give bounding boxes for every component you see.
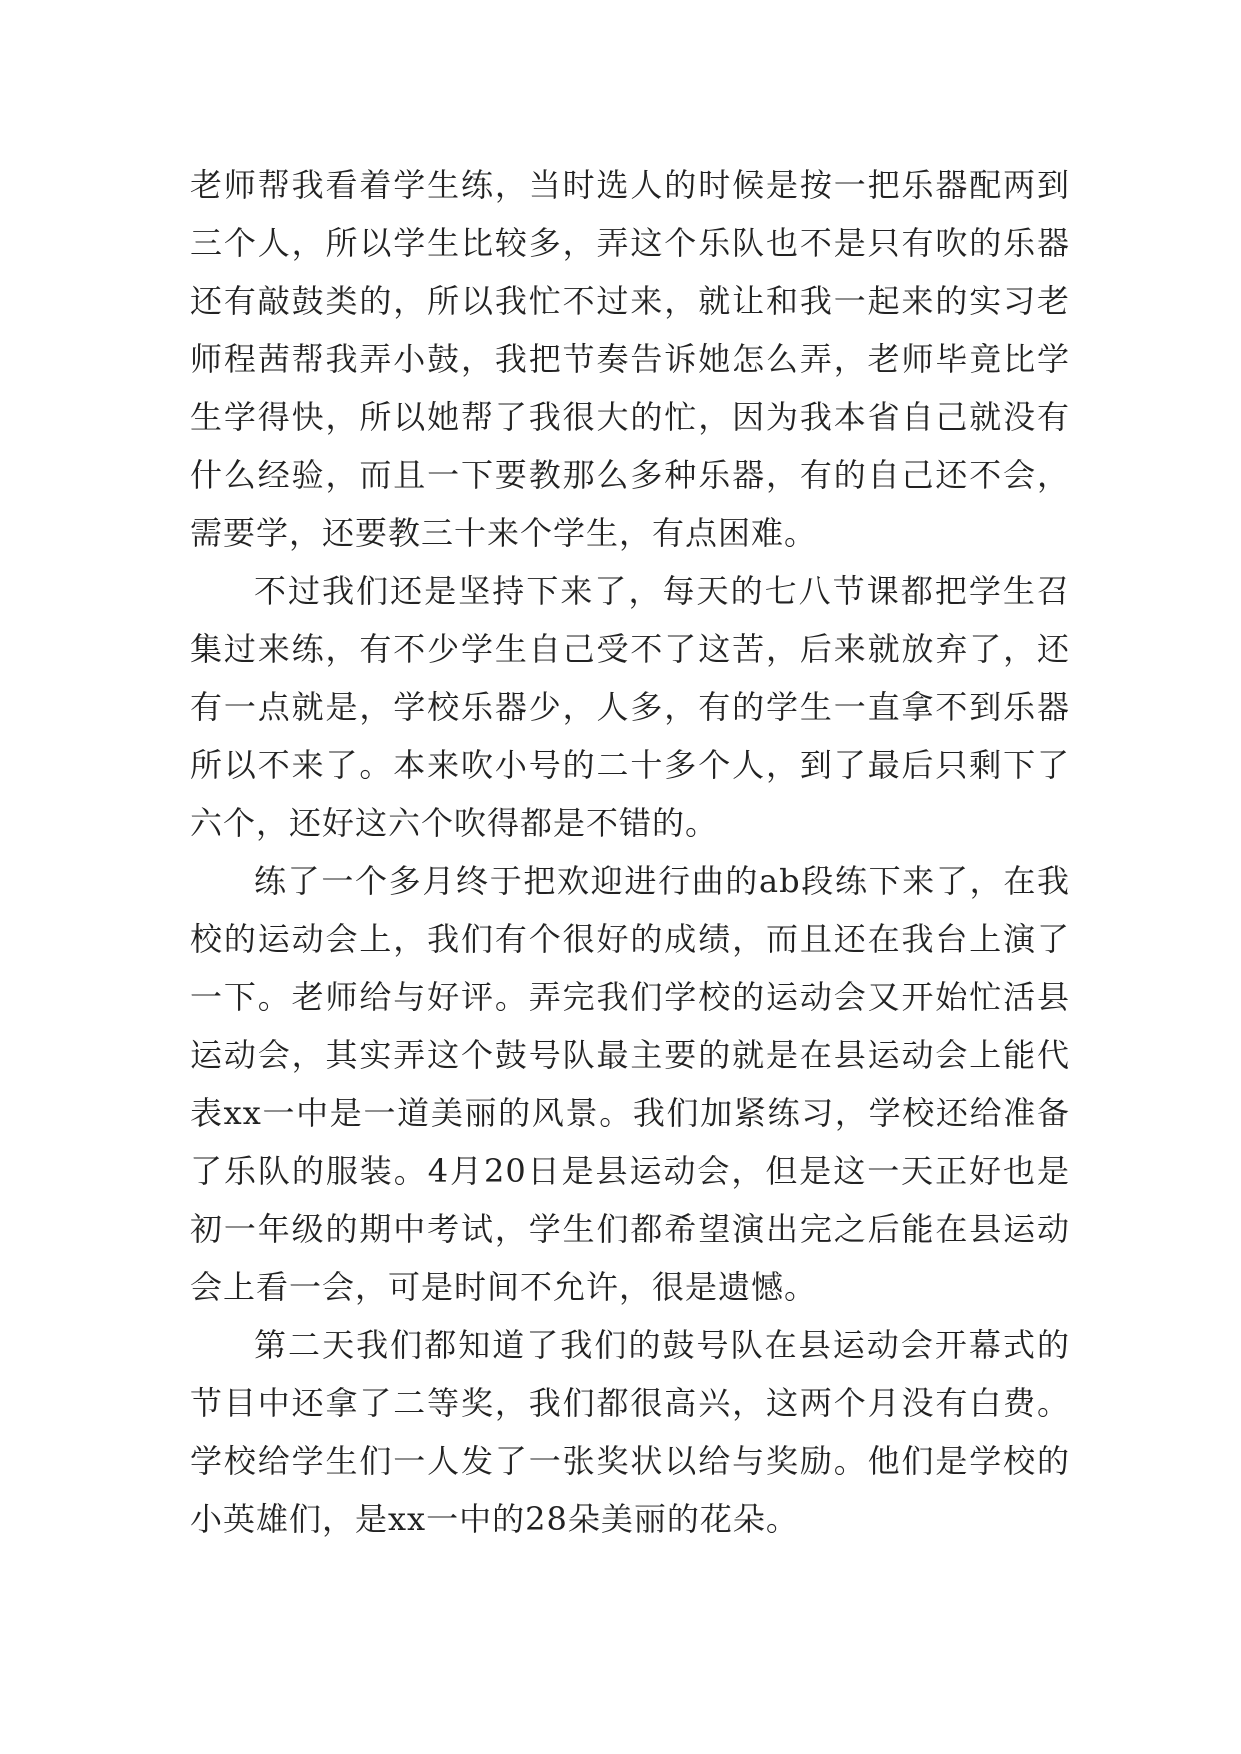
document-page — [190, 156, 1070, 1548]
paragraph-2: 不过我们还是坚持下来了，每天的七八节课都把学生召集过来练，有不少学生自己受不了这苦，后来就放弃了，还有一点就是，学校乐器少，人多，有的学生一直拿不到乐器所以不来了。本来吹小号的二十多个人，到了最后只剩下了六个，还好这六个吹得都是不错的。 — [190, 572, 1070, 842]
paragraph-4: 第二天我们都知道了我们的鼓号队在县运动会开幕式的节目中还拿了二等奖，我们都很高兴，这两个月没有白费。学校给学生们一人发了一张奖状以给与奖励。他们是学校的小英雄们，是xx一中的28朵美丽的花朵。 — [190, 1326, 1070, 1538]
paragraph-3: 练了一个多月终于把欢迎进行曲的ab段练下来了，在我校的运动会上，我们有个很好的成绩，而且还在我台上演了一下。老师给与好评。弄完我们学校的运动会又开始忙活县运动会，其实弄这个鼓号队最主要的就是在县运动会上能代表xx一中是一道美丽的风景。我们加紧练习，学校还给准备了乐队的服装。4月20日是县运动会，但是这一天正好也是初一年级的期中考试，学生们都希望演出完之后能在县运动会上看一会，可是时间不允许，很是遗憾。 — [190, 862, 1070, 1306]
paragraph-1: 老师帮我看着学生练，当时选人的时候是按一把乐器配两到三个人，所以学生比较多，弄这个乐队也不是只有吹的乐器还有敲鼓类的，所以我忙不过来，就让和我一起来的实习老师程茜帮我弄小鼓，我把节奏告诉她怎么弄，老师毕竟比学生学得快，所以她帮了我很大的忙，因为我本省自己就没有什么经验，而且一下要教那么多种乐器，有的自己还不会，需要学，还要教三十来个学生，有点困难。 — [190, 166, 1070, 552]
